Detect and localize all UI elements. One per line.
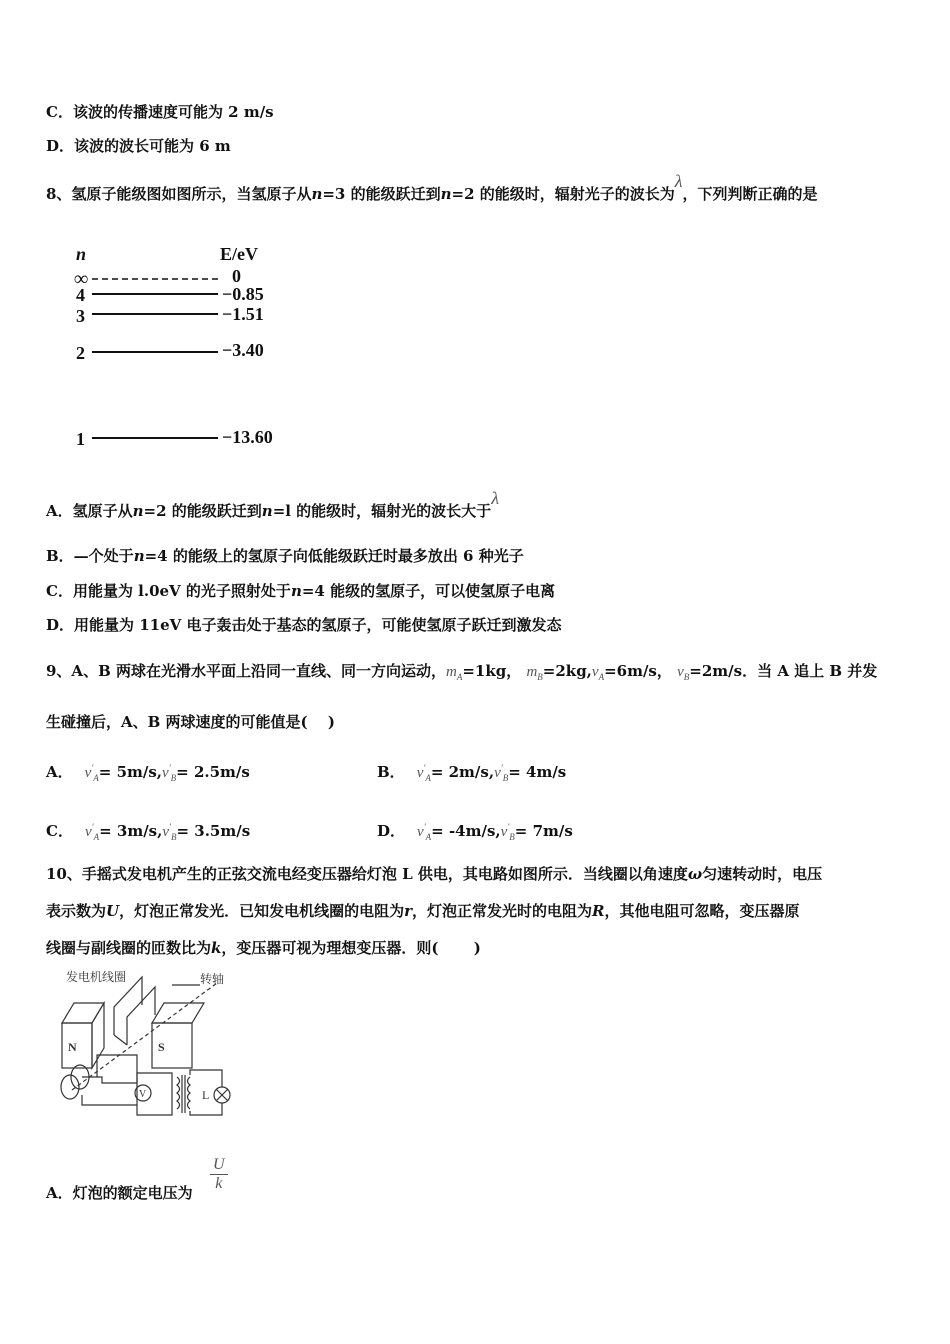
level-n-1: 1: [76, 429, 85, 449]
level-n-inf: ∞: [74, 268, 89, 290]
lambda-symbol: λ: [674, 171, 683, 191]
n-pole-label: N: [68, 1040, 77, 1054]
level-n-3: 3: [76, 306, 85, 326]
level-e-inf: 0: [232, 266, 241, 286]
mass-a-symbol: $m_A$: [445, 664, 463, 682]
q10-stem-line2: 表示数为U，灯泡正常发光．已知发电机线圈的电阻为r，灯泡正常发光时的电阻为R，其他电阻可忽略，变压器原: [46, 902, 800, 920]
transformer-primary: [177, 1077, 180, 1109]
q10-option-a: A．灯泡的额定电压为: [46, 1184, 193, 1202]
q8-option-d: D．用能量为 11eV 电子轰击处于基态的氢原子，可能使氢原子跃迁到激发态: [46, 616, 562, 634]
q7-option-c: C．该波的传播速度可能为 2 m/s: [46, 103, 274, 121]
q7-option-d: D．该波的波长可能为 6 m: [46, 137, 231, 155]
mass-b-symbol: $m_B$: [526, 664, 543, 682]
q8-option-c: C．用能量为 l.0eV 的光子照射处于n=4 能级的氢原子，可以使氢原子电离: [46, 582, 556, 600]
q10-stem-line3: 线圈与副线圈的匝数比为k，变压器可视为理想变压器．则( ): [46, 939, 481, 957]
level-e-1: −13.60: [222, 427, 273, 447]
q8-stem: 8、氢原子能级图如图所示，当氢原子从n=3 的能级跃迁到n=2 的能级时，辐射光子的波长为λ，下列判断正确的是: [46, 171, 818, 203]
lambda-symbol: λ: [491, 488, 499, 508]
voltmeter-label: V: [139, 1089, 147, 1100]
q9-stem-line2: 生碰撞后，A、B 两球速度的可能值是( ): [46, 713, 335, 731]
level-n-2: 2: [76, 343, 85, 363]
velocity-a-symbol: $v_A$: [591, 664, 605, 682]
axle-label: 转轴: [200, 972, 225, 986]
fraction-u-over-k: $\frac{U}{k}$: [210, 1156, 228, 1193]
velocity-b-symbol: $v_B$: [677, 664, 690, 682]
lamp-label: L: [202, 1088, 210, 1102]
s-pole-magnet: [152, 1003, 204, 1023]
level-n-4: 4: [76, 285, 85, 305]
level-e-4: −0.85: [222, 284, 264, 304]
q9-option-a: A． $v'_A= 5m/s,v'_B= 2.5m/s$: [46, 763, 250, 783]
axis-e-label: E/eV: [220, 244, 258, 264]
coil-label: 发电机线圈: [66, 970, 127, 984]
generator-circuit-diagram: [42, 965, 242, 1125]
transformer-secondary: [188, 1077, 191, 1109]
level-e-2: −3.40: [222, 340, 264, 360]
level-e-3: −1.51: [222, 304, 264, 324]
axis-n-label: n: [76, 244, 87, 264]
q9-option-c: C． $v'_A= 3m/s,v'_B= 3.5m/s$: [46, 822, 251, 842]
s-pole-label: S: [158, 1040, 165, 1054]
q9-option-d: D． $v'_A= -4m/s,v'_B= 7m/s$: [377, 822, 573, 842]
q8-option-a: A．氢原子从n=2 的能级跃迁到n=l 的能级时，辐射光的波长大于λ: [46, 488, 499, 520]
q9-option-b: B． $v'_A= 2m/s,v'_B= 4m/s$: [377, 763, 567, 783]
q9-stem-line1: 9、A、B 两球在光滑水平面上沿同一直线、同一方向运动，$m_A=1kg$， $m_B=2kg,v_A=6m/s$， $v_B=2m/s$．当 A 追上 B 并发: [46, 662, 878, 682]
q10-stem-line1: 10、手摇式发电机产生的正弦交流电经变压器给灯泡 L 供电，其电路如图所示．当线圈以角速度ω匀速转动时，电压: [46, 865, 823, 883]
q8-option-b: B．—个处于n=4 的能级上的氢原子向低能级跃迁时最多放出 6 种光子: [46, 547, 524, 565]
energy-level-diagram: [70, 240, 310, 455]
